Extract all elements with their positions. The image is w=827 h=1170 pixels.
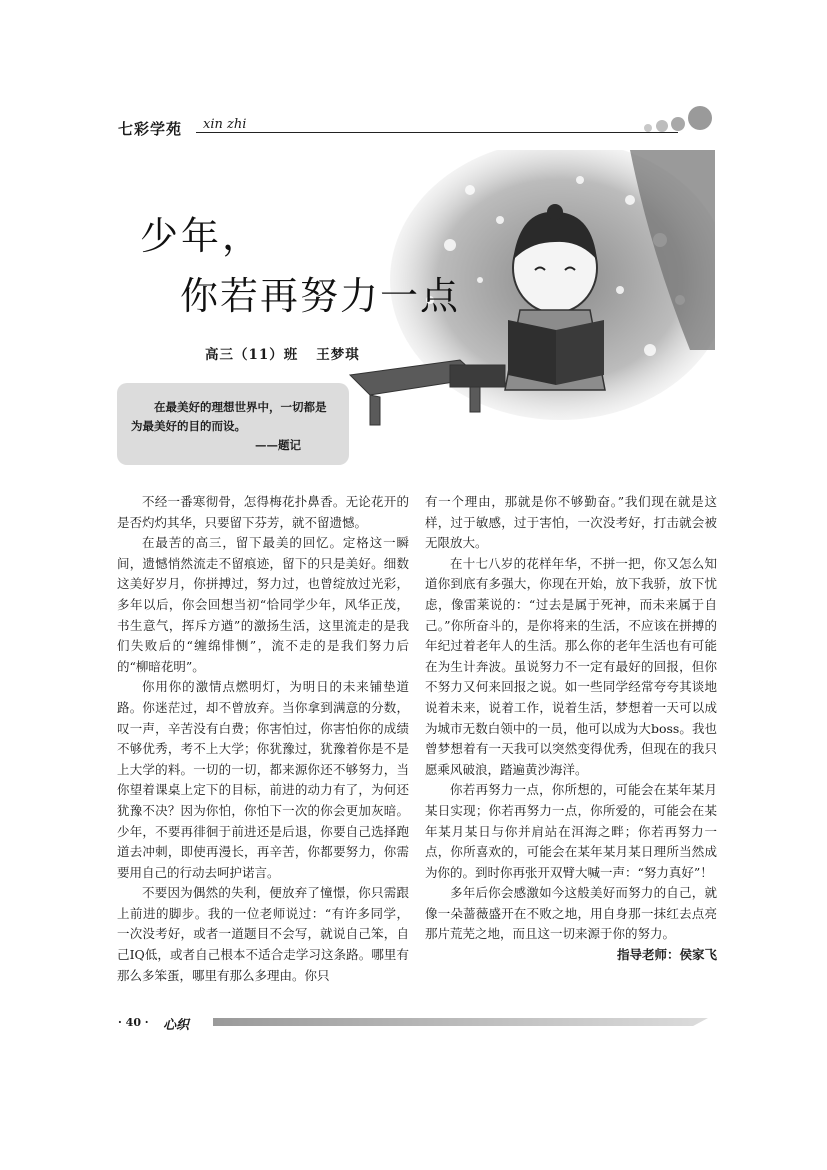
epigraph-text: 在最美好的理想世界中，一切都是为最美好的目的而设。 <box>131 400 327 433</box>
footer-bar <box>213 1018 708 1026</box>
column-pinyin: xin zhi <box>203 117 247 132</box>
publication-name: 心织 <box>163 1018 190 1033</box>
epigraph-box <box>117 383 349 465</box>
article-title-line2: 你若再努力一点 <box>180 274 461 318</box>
paragraph: 多年后你会感激如今这般美好而努力的自己，就像一朵蔷薇盛开在不败之地，用自身那一抹红去点亮那片荒芜之地，而且这一切来源于你的努力。 <box>425 885 717 942</box>
author-class: 高三（11）班 <box>205 347 299 363</box>
article-title-line1: 少年， <box>140 214 264 258</box>
epigraph-signature: ——题记 <box>255 438 301 452</box>
author-name: 王梦琪 <box>316 347 360 363</box>
page-number: · 40 · <box>118 1016 149 1029</box>
column-title: 七彩学苑 <box>118 120 183 138</box>
body-column-right <box>425 492 717 966</box>
paragraph: 在十七八岁的花样年华，不拼一把，你又怎么知道你到底有多强大，你现在开始，放下我骄，放下忧虑，像雷莱说的：“过去是属于死神，而未来属于自己。”你所奋斗的，是你将来的生活，不应该在拼搏的年纪过着老年人的生活。那么你的老年生活也有可能在为生计奔波。虽说努力不一定有最好的回报，但你不努力又何来回报之说。如一些同学经常夸夸其谈地说着未来，说着工作，说着生活，梦想着一天可以成为城市无数白领中的一员，他可以成为大boss。我也曾梦想着有一天我可以突然变得优秀，但现在的我只愿乘风破浪，踏遍黄沙海洋。 <box>425 555 717 777</box>
paragraph: 不要因为偶然的失利，便放弃了憧憬，你只需跟上前进的脚步。我的一位老师说过：“有许多同学，一次没考好，或者一道题目不会写，就说自己笨，自己IQ低，或者自己根本不适合走学习这条路。哪里有那么多笨蛋，哪里有那么多理由。你只 <box>117 885 409 983</box>
paragraph-continued: 有一个理由，那就是你不够勤奋。”我们现在就是这样，过于敏感，过于害怕，一次没考好，打击就会被无限放大。 <box>425 494 717 551</box>
paragraph: 你用你的激情点燃明灯，为明日的未来铺垫道路。你迷茫过，却不曾放弃。当你拿到满意的分数，叹一声，辛苦没有白费；你害怕过，你害怕你的成绩不够优秀，考不上大学；你犹豫过，犹豫着你是不是上大学的料。一切的一切，都来源你还不够努力，当你望着课桌上定下的目标，前进的动力有了，为何还犹豫不决？因为你怕，你怕下一次的你会更加灰暗。少年，不要再徘徊于前进还是后退，你要自己选择跑道去冲刺，即使再漫长，再辛苦，你都要努力，你需要用自己的行动去呵护诺言。 <box>117 679 409 880</box>
paragraph: 不经一番寒彻骨，怎得梅花扑鼻香。无论花开的是否灼灼其华，只要留下芬芳，就不留遗憾。 <box>117 494 409 530</box>
decorative-dots-icon <box>638 104 718 136</box>
paragraph: 你若再努力一点，你所想的，可能会在某年某月某日实现；你若再努力一点，你所爱的，可能会在某年某月某日与你并肩站在洱海之畔；你若再努力一点，你所喜欢的，可能会在某年某月某日理所当然成为你的。到时你再张开双臂大喊一声：“努力真好”！ <box>425 782 717 880</box>
header-rule <box>196 132 678 133</box>
page-footer <box>118 1013 713 1033</box>
paragraph: 在最苦的高三，留下最美的回忆。定格这一瞬间，遗憾悄然流走不留痕迹，留下的只是美好。细数这美好岁月，你拼搏过，努力过，也曾绽放过光彩，多年以后，你会回想当初“恰同学少年，风华正茂，书生意气，挥斥方遒”的激扬生活，这里流走的是我们失败后的“缠绵悱恻”，流不走的是我们努力后的“柳暗花明”。 <box>117 535 409 674</box>
byline <box>205 343 360 363</box>
instructor-credit: 指导老师：侯家飞 <box>616 947 717 963</box>
body-column-left <box>117 492 409 986</box>
page-header <box>118 104 718 144</box>
